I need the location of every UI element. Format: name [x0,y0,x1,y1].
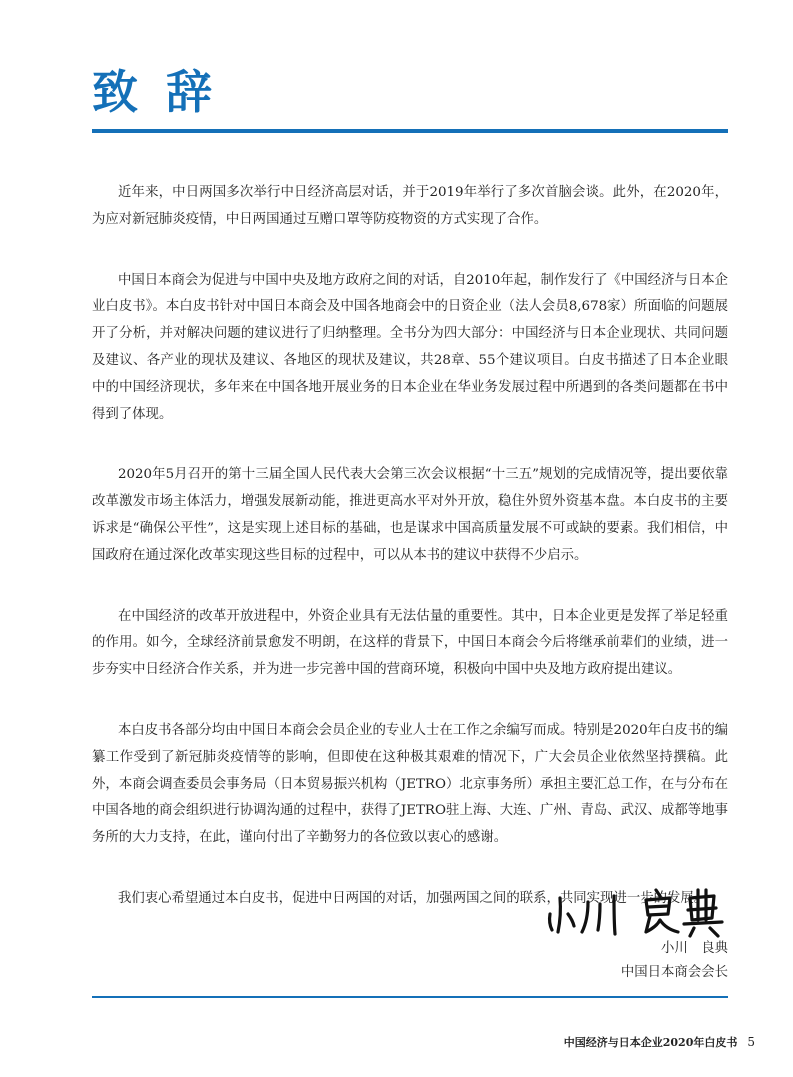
page-number: 5 [747,1035,755,1049]
body-text [92,180,728,947]
signatory-name: 小川 良典 [661,941,728,956]
paragraph-1: 近年来，中日两国多次举行中日经济高层对话，并于2019年举行了多次首脑会谈。此外，在2020年，为应对新冠肺炎疫情，中日两国通过互赠口罩等防疫物资的方式实现了合作。 [92,185,728,227]
footer-divider [92,996,728,998]
paragraph-5: 本白皮书各部分均由中国日本商会会员企业的专业人士在工作之余编写而成。特别是2020年白皮书的编纂工作受到了新冠肺炎疫情等的影响，但即使在这种极其艰难的情况下，广大会员企业依然坚持撰稿。此外，本商会调查委员会事务局（日本贸易振兴机构（JETRO）北京事务所）承担主要汇总工作，在与分布在中国各地的商会组织进行协调沟通的过程中，获得了JETRO驻上海、大连、广州、青岛、武汉、成都等地事务所的大力支持，在此，谨向付出了辛勤努力的各位致以衷心的感谢。 [92,722,728,846]
title-divider [92,129,728,133]
publication-title: 中国经济与日本企业2020年白皮书 [563,1036,738,1049]
page-footer [564,1034,755,1050]
paragraph-4: 在中国经济的改革开放进程中，外资企业具有无法估量的重要性。其中，日本企业更是发挥了举足轻重的作用。如今，全球经济前景愈发不明朗，在这样的背景下，中国日本商会今后将继承前辈们的业绩，进一步夯实中日经济合作关系，并为进一步完善中国的营商环境，积极向中国中央及地方政府提出建议。 [92,608,728,678]
handwritten-signature [538,880,738,940]
page-title: 致 辞 [92,65,219,119]
signatory-title: 中国日本商会会长 [620,965,728,980]
paragraph-3: 2020年5月召开的第十三届全国人民代表大会第三次会议根据“十三五”规划的完成情况等，提出要依靠改革激发市场主体活力，增强发展新动能，推进更高水平对外开放，稳住外贸外资基本盘。本白皮书的主要诉求是“确保公平性”，这是实现上述目标的基础，也是谋求中国高质量发展不可或缺的要素。我们相信，中国政府在通过深化改革实现这些目标的过程中，可以从本书的建议中获得不少启示。 [92,467,728,563]
paragraph-6: 我们衷心希望通过本白皮书，促进中日两国的对话，加强两国之间的联系，共同实现进一步的发展。 [118,890,708,906]
paragraph-2: 中国日本商会为促进与中国中央及地方政府之间的对话，自2010年起，制作发行了《中国经济与日本企业白皮书》。本白皮书针对中国日本商会及中国各地商会中的日资企业（法人会员8,678家）所面临的问题展开了分析，并对解决问题的建议进行了归纳整理。全书分为四大部分：中国经济与日本企业现状、共同问题及建议、各产业的现状及建议、各地区的现状及建议，共28章、55个建议项目。白皮书描述了日本企业眼中的中国经济现状，多年来在中国各地开展业务的日本企业在华业务发展过程中所遇到的各类问题都在书中得到了体现。 [92,272,728,422]
